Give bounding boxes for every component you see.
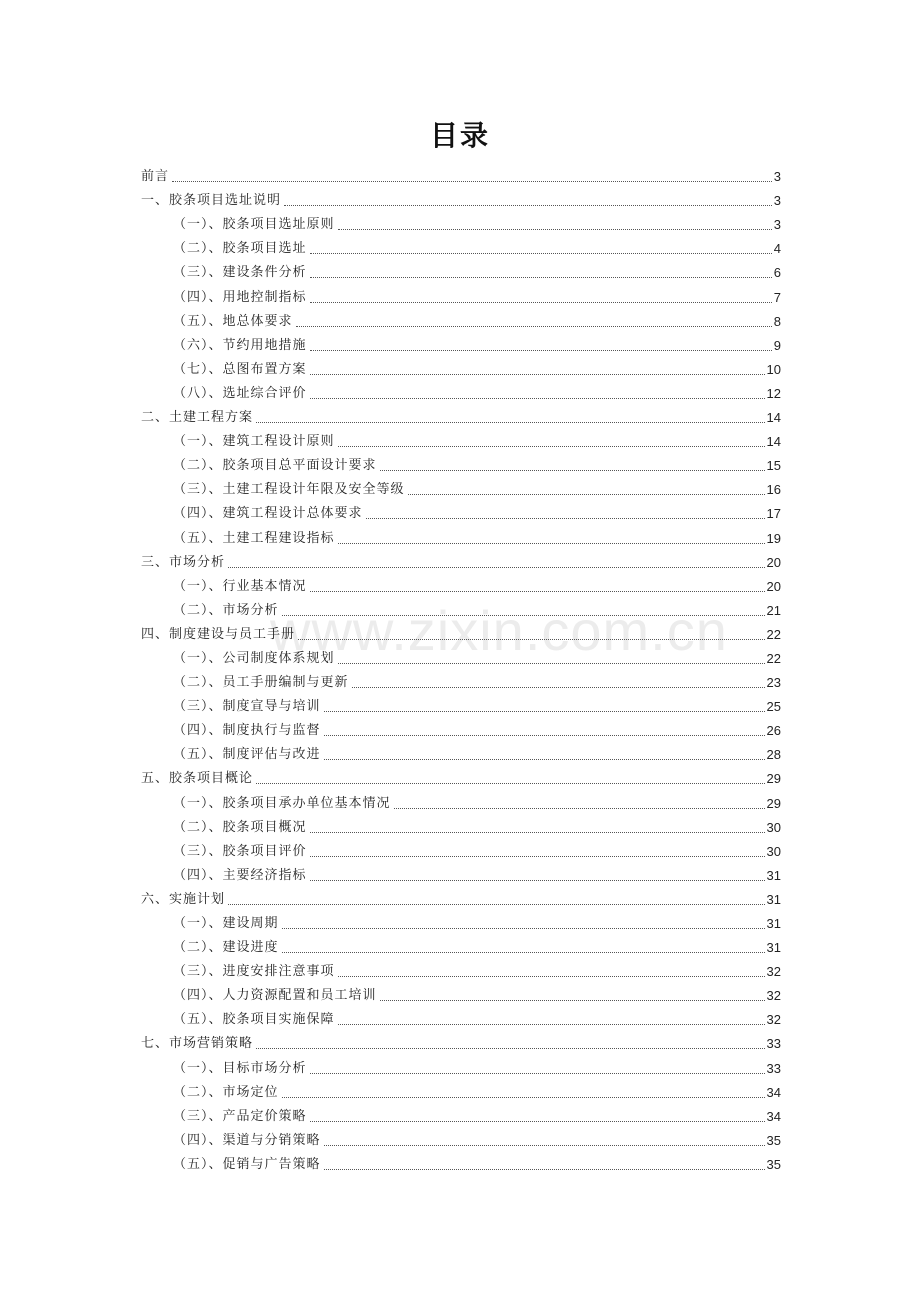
toc-dot-leader	[338, 975, 765, 977]
toc-entry-label: （三）、制度宣导与培训	[173, 699, 321, 715]
toc-dot-leader	[310, 301, 772, 303]
toc-dot-leader	[310, 252, 772, 254]
toc-entry-page-number: 23	[766, 675, 781, 691]
toc-entry-page-number: 28	[766, 747, 781, 763]
toc-dot-leader	[352, 686, 765, 688]
toc-entry-page-number: 34	[766, 1108, 781, 1124]
toc-entry[interactable]	[141, 620, 781, 644]
toc-entry-label: 三、市场分析	[141, 554, 226, 570]
toc-entry-label: （一）、目标市场分析	[173, 1060, 307, 1076]
toc-entry-label: （八）、选址综合评价	[173, 385, 307, 401]
toc-entry[interactable]	[141, 885, 781, 909]
toc-entry-page-number: 19	[766, 530, 781, 546]
toc-entry-page-number: 15	[766, 458, 781, 474]
toc-entry-label: （四）、制度执行与监督	[173, 723, 321, 739]
toc-entry[interactable]	[141, 548, 781, 572]
toc-entry[interactable]	[141, 234, 781, 258]
toc-entry-label: （五）、促销与广告策略	[173, 1156, 321, 1172]
toc-dot-leader	[310, 1072, 765, 1074]
toc-entry-page-number: 9	[773, 337, 781, 353]
toc-entry-page-number: 29	[766, 795, 781, 811]
toc-entry[interactable]	[141, 186, 781, 210]
toc-dot-leader	[338, 662, 765, 664]
toc-entry-page-number: 16	[766, 482, 781, 498]
toc-dot-leader	[338, 542, 765, 544]
toc-entry[interactable]	[141, 1102, 781, 1126]
toc-entry-page-number: 4	[773, 241, 781, 257]
toc-entry-label: （二）、胶条项目总平面设计要求	[173, 458, 377, 474]
toc-entry-label: 前言	[141, 169, 170, 185]
toc-dot-leader	[282, 927, 765, 929]
toc-entry-page-number: 33	[766, 1036, 781, 1052]
toc-entry-page-number: 8	[773, 313, 781, 329]
toc-entry[interactable]	[141, 282, 781, 306]
toc-dot-leader	[394, 807, 765, 809]
toc-entry-label: 五、胶条项目概论	[141, 771, 254, 787]
toc-entry-page-number: 12	[766, 385, 781, 401]
toc-entry-label: （二）、市场定位	[173, 1084, 279, 1100]
toc-entry-page-number: 34	[766, 1084, 781, 1100]
toc-entry[interactable]	[141, 1078, 781, 1102]
toc-entry-label: （一）、公司制度体系规划	[173, 650, 335, 666]
toc-entry-label: （一）、建筑工程设计原则	[173, 434, 335, 450]
toc-entry-label: （二）、建设进度	[173, 940, 279, 956]
toc-entry[interactable]	[141, 1150, 781, 1174]
toc-entry-label: （六）、节约用地措施	[173, 337, 307, 353]
toc-entry-label: （五）、地总体要求	[173, 313, 293, 329]
toc-entry-page-number: 35	[766, 1156, 781, 1172]
toc-entry-page-number: 30	[766, 819, 781, 835]
toc-dot-leader	[324, 1168, 765, 1170]
toc-dot-leader	[310, 276, 772, 278]
toc-entry-page-number: 31	[766, 867, 781, 883]
toc-dot-leader	[228, 566, 765, 568]
toc-entry-label: （四）、人力资源配置和员工培训	[173, 988, 377, 1004]
toc-entry-page-number: 14	[766, 434, 781, 450]
toc-entry-page-number: 3	[773, 169, 781, 185]
toc-entry-label: （二）、市场分析	[173, 602, 279, 618]
toc-entry-label: （五）、制度评估与改进	[173, 747, 321, 763]
toc-entry[interactable]	[141, 692, 781, 716]
toc-dot-leader	[282, 1096, 765, 1098]
toc-entry-page-number: 3	[773, 217, 781, 233]
toc-entry[interactable]	[141, 1126, 781, 1150]
toc-dot-leader	[298, 638, 765, 640]
toc-entry-page-number: 20	[766, 554, 781, 570]
toc-entry[interactable]	[141, 813, 781, 837]
toc-dot-leader	[380, 999, 765, 1001]
toc-entry-page-number: 10	[766, 361, 781, 377]
toc-entry-label: （三）、胶条项目评价	[173, 843, 307, 859]
toc-entry-page-number: 7	[773, 289, 781, 305]
toc-dot-leader	[228, 903, 765, 905]
toc-entry[interactable]	[141, 909, 781, 933]
toc-entry[interactable]	[141, 307, 781, 331]
toc-entry-label: （二）、员工手册编制与更新	[173, 675, 349, 691]
toc-entry[interactable]	[141, 668, 781, 692]
toc-entry-page-number: 32	[766, 988, 781, 1004]
page-title: 目录	[429, 119, 490, 152]
toc-entry-page-number: 20	[766, 578, 781, 594]
toc-dot-leader	[310, 397, 765, 399]
toc-dot-leader	[324, 1144, 765, 1146]
toc-entry-label: （一）、胶条项目选址原则	[173, 217, 335, 233]
toc-entry-label: （三）、建设条件分析	[173, 265, 307, 281]
toc-dot-leader	[310, 831, 765, 833]
toc-entry[interactable]	[141, 837, 781, 861]
toc-entry-label: （四）、用地控制指标	[173, 289, 307, 305]
toc-entry-label: （四）、建筑工程设计总体要求	[173, 506, 363, 522]
toc-entry[interactable]	[141, 957, 781, 981]
watermark: www.zixin.com.cn	[270, 599, 728, 662]
toc-entry[interactable]	[141, 1053, 781, 1077]
toc-dot-leader	[338, 228, 772, 230]
toc-entry[interactable]	[141, 475, 781, 499]
toc-entry-page-number: 32	[766, 1012, 781, 1028]
toc-entry[interactable]	[141, 258, 781, 282]
toc-entry-label: （五）、胶条项目实施保障	[173, 1012, 335, 1028]
toc-entry[interactable]	[141, 162, 781, 186]
toc-entry-label: （一）、胶条项目承办单位基本情况	[173, 795, 391, 811]
toc-entry-label: （四）、主要经济指标	[173, 867, 307, 883]
toc-dot-leader	[380, 469, 765, 471]
toc-dot-leader	[310, 373, 765, 375]
toc-dot-leader	[324, 734, 765, 736]
toc-entry-label: （三）、进度安排注意事项	[173, 964, 335, 980]
toc-entry[interactable]	[141, 861, 781, 885]
toc-dot-leader	[338, 445, 765, 447]
toc-entry-label: （三）、土建工程设计年限及安全等级	[173, 482, 405, 498]
toc-entry-page-number: 17	[766, 506, 781, 522]
toc-entry-page-number: 31	[766, 891, 781, 907]
toc-entry[interactable]	[141, 764, 781, 788]
toc-entry-page-number: 31	[766, 916, 781, 931]
toc-entry-page-number: 35	[766, 1132, 781, 1148]
toc-entry[interactable]	[141, 355, 781, 379]
toc-dot-leader	[310, 855, 765, 857]
toc-entry-page-number: 26	[766, 723, 781, 739]
toc-entry-page-number: 14	[766, 410, 781, 426]
toc-entry[interactable]	[141, 331, 781, 355]
toc-entry-label: （二）、胶条项目概况	[173, 819, 307, 835]
toc-dot-leader	[408, 493, 765, 495]
toc-entry[interactable]	[141, 1005, 781, 1029]
toc-entry-page-number: 6	[773, 265, 781, 281]
toc-entry[interactable]	[141, 1029, 781, 1053]
toc-dot-leader	[310, 879, 765, 881]
toc-entry-page-number: 32	[766, 964, 781, 980]
toc-entry-label: （一）、行业基本情况	[173, 578, 307, 594]
toc-entry[interactable]	[141, 427, 781, 451]
toc-dot-leader	[310, 349, 772, 351]
toc-dot-leader	[310, 590, 765, 592]
toc-entry-page-number: 25	[766, 699, 781, 715]
toc-entry-page-number: 22	[766, 650, 781, 666]
toc-dot-leader	[256, 1047, 765, 1049]
toc-entry[interactable]	[141, 933, 781, 957]
toc-entry-page-number: 30	[766, 843, 781, 859]
toc-entry-page-number: 22	[766, 626, 781, 642]
toc-entry-label: （五）、土建工程建设指标	[173, 530, 335, 546]
toc-entry-page-number: 29	[766, 771, 781, 787]
toc-entry-label: （三）、产品定价策略	[173, 1108, 307, 1124]
toc-entry[interactable]	[141, 499, 781, 523]
toc-dot-leader	[284, 204, 772, 206]
toc-dot-leader	[172, 180, 772, 182]
table-of-contents	[141, 162, 781, 1174]
toc-entry[interactable]	[141, 740, 781, 764]
toc-entry-label: （四）、渠道与分销策略	[173, 1132, 321, 1148]
toc-dot-leader	[282, 614, 765, 616]
toc-entry[interactable]	[141, 210, 781, 234]
toc-entry[interactable]	[141, 981, 781, 1005]
toc-entry[interactable]	[141, 572, 781, 596]
toc-entry-label: 七、市场营销策略	[141, 1036, 254, 1052]
toc-dot-leader	[256, 782, 765, 784]
toc-entry-label: 四、制度建设与员工手册	[141, 626, 296, 642]
toc-dot-leader	[338, 1023, 765, 1025]
toc-dot-leader	[366, 517, 765, 519]
toc-entry-page-number: 3	[773, 193, 781, 209]
toc-entry[interactable]	[141, 644, 781, 668]
toc-entry-page-number: 33	[766, 1060, 781, 1076]
toc-dot-leader	[296, 325, 772, 327]
toc-entry-label: 一、胶条项目选址说明	[141, 193, 282, 209]
toc-entry[interactable]	[141, 788, 781, 812]
toc-entry-label: 六、实施计划	[141, 891, 226, 907]
toc-entry-label: 二、土建工程方案	[141, 410, 254, 426]
toc-entry[interactable]	[141, 716, 781, 740]
toc-entry-label: （二）、胶条项目选址	[173, 241, 307, 257]
toc-entry-page-number: 21	[766, 602, 781, 618]
toc-entry[interactable]	[141, 596, 781, 620]
toc-entry[interactable]	[141, 379, 781, 403]
toc-dot-leader	[324, 758, 765, 760]
toc-dot-leader	[310, 1120, 765, 1122]
toc-dot-leader	[282, 951, 765, 953]
toc-entry[interactable]	[141, 403, 781, 427]
toc-entry-page-number: 31	[766, 940, 781, 956]
toc-entry-label: （一）、建设周期	[173, 916, 279, 931]
toc-dot-leader	[256, 421, 765, 423]
toc-entry-label: （七）、总图布置方案	[173, 361, 307, 377]
toc-dot-leader	[324, 710, 765, 712]
toc-entry[interactable]	[141, 523, 781, 547]
toc-entry[interactable]	[141, 451, 781, 475]
